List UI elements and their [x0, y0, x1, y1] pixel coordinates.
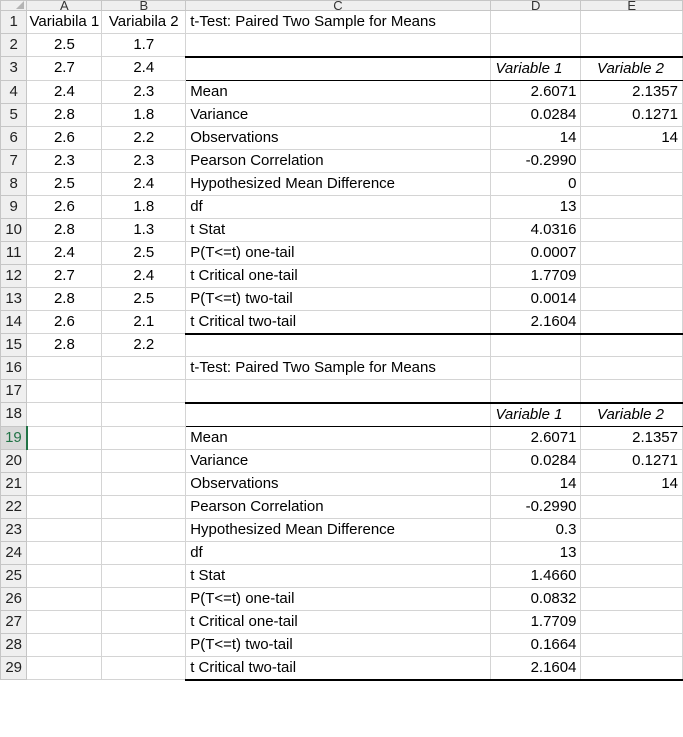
- sheet-row: [1, 57, 683, 81]
- cell-b[interactable]: [102, 587, 186, 610]
- sheet-row: [1, 126, 683, 149]
- row-header[interactable]: 26: [1, 587, 27, 610]
- row-header[interactable]: 4: [1, 80, 27, 103]
- cell-a[interactable]: [27, 380, 102, 403]
- cell-d[interactable]: 0.0014: [490, 287, 581, 310]
- cell-d[interactable]: 2.6071: [490, 426, 581, 449]
- cell-a[interactable]: 2.5: [27, 172, 102, 195]
- cell-c[interactable]: Variance: [186, 449, 491, 472]
- row-header[interactable]: 24: [1, 541, 27, 564]
- sheet-row: [1, 518, 683, 541]
- row-header[interactable]: 1: [1, 11, 27, 34]
- column-header-c[interactable]: C: [186, 1, 491, 11]
- cell-d[interactable]: 13: [490, 541, 581, 564]
- row-header[interactable]: 14: [1, 310, 27, 334]
- sheet-row: [1, 172, 683, 195]
- cell-b[interactable]: 1.3: [102, 218, 186, 241]
- cell-d[interactable]: Variable 1: [490, 403, 581, 427]
- sheet-row: [1, 357, 683, 380]
- cell-b[interactable]: 1.8: [102, 195, 186, 218]
- cell-d[interactable]: 1.4660: [490, 564, 581, 587]
- cell-a[interactable]: 2.8: [27, 103, 102, 126]
- cell-e[interactable]: [581, 564, 683, 587]
- cell-d[interactable]: 2.6071: [490, 80, 581, 103]
- column-header-b[interactable]: B: [102, 1, 186, 11]
- sheet-row: [1, 34, 683, 57]
- row-header[interactable]: 25: [1, 564, 27, 587]
- cell-a[interactable]: [27, 495, 102, 518]
- column-header-a[interactable]: A: [27, 1, 102, 11]
- cell-c[interactable]: P(T<=t) two-tail: [186, 633, 491, 656]
- sheet-row: [1, 449, 683, 472]
- select-all-triangle-icon: [16, 1, 24, 9]
- cell-a[interactable]: [27, 403, 102, 427]
- cell-c[interactable]: df: [186, 195, 491, 218]
- row-header[interactable]: 22: [1, 495, 27, 518]
- cell-c[interactable]: [186, 334, 491, 357]
- row-header[interactable]: 15: [1, 334, 27, 357]
- cell-c[interactable]: Pearson Correlation: [186, 149, 491, 172]
- sheet-row: [1, 334, 683, 357]
- sheet-row: [1, 310, 683, 334]
- cell-a[interactable]: [27, 633, 102, 656]
- cell-d[interactable]: 0.1664: [490, 633, 581, 656]
- sheet-row: [1, 541, 683, 564]
- row-header[interactable]: 6: [1, 126, 27, 149]
- cell-a[interactable]: 2.8: [27, 287, 102, 310]
- cell-a[interactable]: 2.6: [27, 195, 102, 218]
- sheet-row: [1, 495, 683, 518]
- cell-e[interactable]: 14: [581, 126, 683, 149]
- cell-e[interactable]: Variable 2: [581, 403, 683, 427]
- row-header[interactable]: 23: [1, 518, 27, 541]
- column-header-e[interactable]: E: [581, 1, 683, 11]
- cell-e[interactable]: [581, 11, 683, 34]
- cell-b[interactable]: 2.2: [102, 126, 186, 149]
- cell-b[interactable]: 2.2: [102, 334, 186, 357]
- sheet-row: [1, 403, 683, 427]
- cell-c[interactable]: [186, 57, 491, 81]
- cell-c[interactable]: t Critical two-tail: [186, 656, 491, 680]
- cell-b[interactable]: [102, 610, 186, 633]
- cell-d[interactable]: 13: [490, 195, 581, 218]
- cell-b[interactable]: [102, 403, 186, 427]
- cell-a[interactable]: 2.7: [27, 264, 102, 287]
- cell-e[interactable]: 2.1357: [581, 426, 683, 449]
- cell-a[interactable]: 2.4: [27, 241, 102, 264]
- row-header[interactable]: 10: [1, 218, 27, 241]
- sheet-row: [1, 633, 683, 656]
- sheet-row: [1, 656, 683, 680]
- cell-d[interactable]: 2.1604: [490, 310, 581, 334]
- cell-e[interactable]: [581, 218, 683, 241]
- cell-b[interactable]: 1.7: [102, 34, 186, 57]
- cell-b[interactable]: 2.4: [102, 264, 186, 287]
- cell-c[interactable]: Observations: [186, 126, 491, 149]
- cell-c[interactable]: P(T<=t) one-tail: [186, 241, 491, 264]
- cell-b[interactable]: [102, 426, 186, 449]
- cell-e[interactable]: [581, 172, 683, 195]
- cell-c[interactable]: Mean: [186, 426, 491, 449]
- cell-a[interactable]: [27, 541, 102, 564]
- cell-c[interactable]: df: [186, 541, 491, 564]
- cell-e[interactable]: 14: [581, 472, 683, 495]
- column-header-d[interactable]: D: [490, 1, 581, 11]
- cell-b[interactable]: Variabila 2: [102, 11, 186, 34]
- cell-d[interactable]: Variable 1: [490, 57, 581, 81]
- cell-e[interactable]: [581, 518, 683, 541]
- cell-b[interactable]: 2.4: [102, 172, 186, 195]
- row-header[interactable]: 29: [1, 656, 27, 680]
- cell-c[interactable]: t Stat: [186, 564, 491, 587]
- cell-a[interactable]: 2.6: [27, 310, 102, 334]
- row-header[interactable]: 3: [1, 57, 27, 81]
- cell-e[interactable]: [581, 380, 683, 403]
- cell-c[interactable]: [186, 403, 491, 427]
- cell-c[interactable]: t Stat: [186, 218, 491, 241]
- cell-d[interactable]: 0.3: [490, 518, 581, 541]
- sheet-row: [1, 587, 683, 610]
- cell-b[interactable]: [102, 495, 186, 518]
- row-header[interactable]: 2: [1, 34, 27, 57]
- select-all-corner[interactable]: [1, 1, 27, 11]
- cell-d[interactable]: 1.7709: [490, 610, 581, 633]
- cell-e[interactable]: [581, 587, 683, 610]
- cell-e[interactable]: [581, 241, 683, 264]
- cell-a[interactable]: [27, 426, 102, 449]
- cell-d[interactable]: 14: [490, 126, 581, 149]
- sheet-row: [1, 149, 683, 172]
- cell-d[interactable]: 4.0316: [490, 218, 581, 241]
- cell-d[interactable]: 0.0284: [490, 449, 581, 472]
- row-header[interactable]: 28: [1, 633, 27, 656]
- sheet-row: [1, 11, 683, 34]
- cell-a[interactable]: 2.4: [27, 80, 102, 103]
- row-header[interactable]: 27: [1, 610, 27, 633]
- cell-c[interactable]: t-Test: Paired Two Sample for Means: [186, 357, 491, 380]
- sheet-row: [1, 610, 683, 633]
- row-header[interactable]: 21: [1, 472, 27, 495]
- cell-d[interactable]: [490, 334, 581, 357]
- cell-e[interactable]: [581, 149, 683, 172]
- cell-e[interactable]: [581, 610, 683, 633]
- cell-b[interactable]: 1.8: [102, 103, 186, 126]
- sheet-row: [1, 426, 683, 449]
- cell-e[interactable]: [581, 495, 683, 518]
- cell-a[interactable]: [27, 587, 102, 610]
- cell-e[interactable]: 0.1271: [581, 103, 683, 126]
- cell-e[interactable]: [581, 656, 683, 680]
- cell-b[interactable]: 2.5: [102, 287, 186, 310]
- cell-a[interactable]: 2.8: [27, 218, 102, 241]
- sheet-row: [1, 103, 683, 126]
- cell-b[interactable]: [102, 357, 186, 380]
- sheet-row: [1, 287, 683, 310]
- cell-c[interactable]: Hypothesized Mean Difference: [186, 518, 491, 541]
- cell-e[interactable]: [581, 633, 683, 656]
- cell-a[interactable]: [27, 357, 102, 380]
- cell-c[interactable]: Pearson Correlation: [186, 495, 491, 518]
- cell-b[interactable]: 2.3: [102, 149, 186, 172]
- cell-e[interactable]: 2.1357: [581, 80, 683, 103]
- cell-d[interactable]: 0: [490, 172, 581, 195]
- cell-c[interactable]: Hypothesized Mean Difference: [186, 172, 491, 195]
- cell-b[interactable]: [102, 380, 186, 403]
- cell-a[interactable]: [27, 518, 102, 541]
- cell-e[interactable]: [581, 541, 683, 564]
- cell-e[interactable]: [581, 334, 683, 357]
- cell-a[interactable]: 2.8: [27, 334, 102, 357]
- cell-b[interactable]: 2.3: [102, 80, 186, 103]
- sheet-row: [1, 218, 683, 241]
- cell-a[interactable]: Variabila 1: [27, 11, 102, 34]
- cell-d[interactable]: [490, 11, 581, 34]
- cell-c[interactable]: Observations: [186, 472, 491, 495]
- cell-d[interactable]: 14: [490, 472, 581, 495]
- cell-c[interactable]: Mean: [186, 80, 491, 103]
- cell-c[interactable]: t Critical one-tail: [186, 610, 491, 633]
- cell-b[interactable]: [102, 518, 186, 541]
- cell-b[interactable]: [102, 656, 186, 680]
- row-header[interactable]: 19: [1, 426, 27, 449]
- cell-d[interactable]: [490, 357, 581, 380]
- cell-d[interactable]: 0.0284: [490, 103, 581, 126]
- cell-b[interactable]: [102, 633, 186, 656]
- cell-a[interactable]: [27, 472, 102, 495]
- row-header[interactable]: 9: [1, 195, 27, 218]
- cell-e[interactable]: [581, 195, 683, 218]
- cell-d[interactable]: [490, 34, 581, 57]
- sheet-row: [1, 264, 683, 287]
- cell-b[interactable]: [102, 564, 186, 587]
- cell-c[interactable]: t-Test: Paired Two Sample for Means: [186, 11, 491, 34]
- cell-d[interactable]: 0.0832: [490, 587, 581, 610]
- row-header[interactable]: 20: [1, 449, 27, 472]
- row-header[interactable]: 17: [1, 380, 27, 403]
- cell-c[interactable]: [186, 380, 491, 403]
- row-header[interactable]: 8: [1, 172, 27, 195]
- cell-a[interactable]: 2.5: [27, 34, 102, 57]
- cell-e[interactable]: [581, 264, 683, 287]
- cell-a[interactable]: 2.7: [27, 57, 102, 81]
- cell-d[interactable]: 0.0007: [490, 241, 581, 264]
- cell-e[interactable]: [581, 34, 683, 57]
- cell-e[interactable]: 0.1271: [581, 449, 683, 472]
- cell-c[interactable]: P(T<=t) one-tail: [186, 587, 491, 610]
- row-header[interactable]: 18: [1, 403, 27, 427]
- row-header[interactable]: 13: [1, 287, 27, 310]
- sheet-row: [1, 564, 683, 587]
- cell-e[interactable]: [581, 287, 683, 310]
- cell-c[interactable]: [186, 34, 491, 57]
- cell-e[interactable]: [581, 357, 683, 380]
- cell-c[interactable]: Variance: [186, 103, 491, 126]
- cell-b[interactable]: [102, 449, 186, 472]
- cell-d[interactable]: 2.1604: [490, 656, 581, 680]
- row-header[interactable]: 11: [1, 241, 27, 264]
- cell-c[interactable]: P(T<=t) two-tail: [186, 287, 491, 310]
- cell-a[interactable]: 2.6: [27, 126, 102, 149]
- cell-b[interactable]: 2.4: [102, 57, 186, 81]
- cell-c[interactable]: t Critical two-tail: [186, 310, 491, 334]
- cell-e[interactable]: Variable 2: [581, 57, 683, 81]
- cell-d[interactable]: -0.2990: [490, 149, 581, 172]
- cell-d[interactable]: [490, 380, 581, 403]
- cell-a[interactable]: [27, 449, 102, 472]
- row-header[interactable]: 12: [1, 264, 27, 287]
- sheet-row: [1, 380, 683, 403]
- column-header-row: [1, 1, 683, 11]
- row-header[interactable]: 16: [1, 357, 27, 380]
- cell-a[interactable]: [27, 610, 102, 633]
- cell-a[interactable]: [27, 656, 102, 680]
- cell-d[interactable]: -0.2990: [490, 495, 581, 518]
- sheet-row: [1, 195, 683, 218]
- row-header[interactable]: 5: [1, 103, 27, 126]
- sheet-row: [1, 472, 683, 495]
- row-header[interactable]: 7: [1, 149, 27, 172]
- sheet-row: [1, 241, 683, 264]
- cell-a[interactable]: [27, 564, 102, 587]
- cell-d[interactable]: 1.7709: [490, 264, 581, 287]
- cell-a[interactable]: 2.3: [27, 149, 102, 172]
- cell-e[interactable]: [581, 310, 683, 334]
- cell-b[interactable]: [102, 541, 186, 564]
- cell-b[interactable]: 2.1: [102, 310, 186, 334]
- sheet-row: [1, 80, 683, 103]
- cell-c[interactable]: t Critical one-tail: [186, 264, 491, 287]
- cell-b[interactable]: 2.5: [102, 241, 186, 264]
- cell-b[interactable]: [102, 472, 186, 495]
